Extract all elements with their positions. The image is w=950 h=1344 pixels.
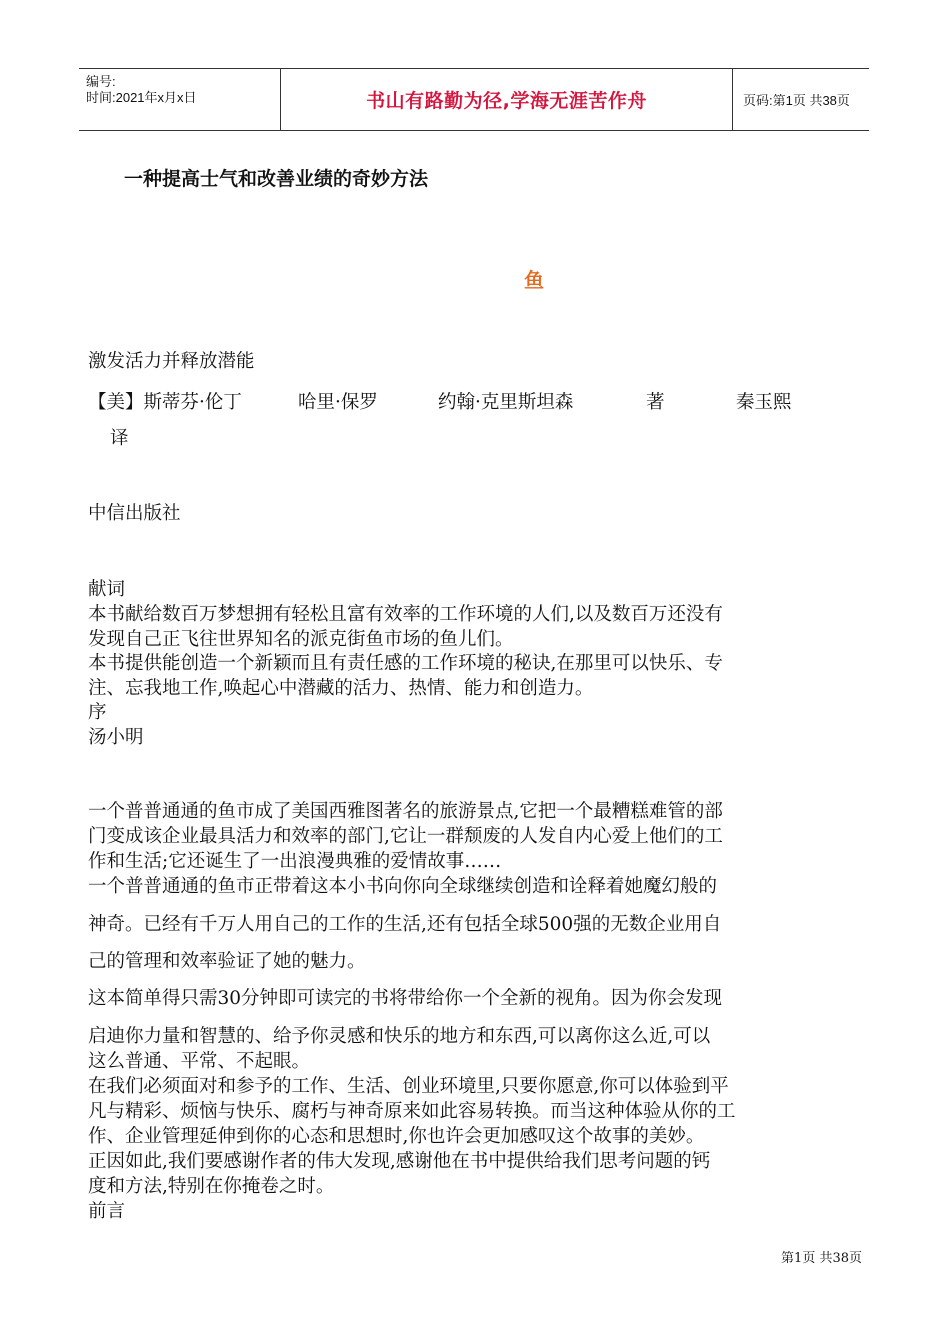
preface-author: 汤小明 [88, 727, 144, 748]
preface-line: 凡与精彩、烦恼与快乐、腐朽与神奇原来如此容易转换。而当这种体验从你的工 [88, 1101, 736, 1122]
dedication-line: 本书提供能创造一个新颖而且有责任感的工作环境的秘诀,在那里可以快乐、专 [88, 653, 723, 674]
document-subtitle: 一种提高士气和改善业绩的奇妙方法 [124, 168, 429, 190]
preface-line: 在我们必须面对和参予的工作、生活、创业环境里,只要你愿意,你可以体验到平 [88, 1076, 729, 1097]
header-motto-cell [280, 69, 733, 130]
preface-line: 正因如此,我们要感谢作者的伟大发现,感谢他在书中提供给我们思考问题的钙 [88, 1151, 711, 1172]
preface-heading: 序 [88, 702, 107, 723]
preface-line: 启迪你力量和智慧的、给予你灵感和快乐的地方和东西,可以离你这么近,可以 [88, 1026, 711, 1047]
page-footer: 第1页 共38页 [781, 1251, 862, 1266]
dedication-heading: 献词 [88, 579, 126, 600]
authors-line [88, 391, 868, 415]
preface-line: 度和方法,特别在你掩卷之时。 [88, 1176, 335, 1197]
dedication-line: 本书献给数百万梦想拥有轻松且富有效率的工作环境的人们,以及数百万还没有 [88, 604, 723, 625]
foreword-heading: 前言 [88, 1201, 126, 1222]
preface-line: 神奇。已经有千万人用自己的工作的生活,还有包括全球500强的无数企业用自 [88, 914, 722, 935]
author-3: 约翰·克里斯坦森 [438, 392, 574, 413]
preface-line: 作和生活;它还诞生了一出浪漫典雅的爱情故事…… [88, 851, 502, 872]
serial-label: 编号: [86, 74, 116, 89]
preface-line: 己的管理和效率验证了她的魅力。 [88, 951, 366, 972]
author-2: 哈里·保罗 [298, 392, 378, 413]
translator: 秦玉熙 [736, 392, 792, 413]
preface-line: 这么普通、平常、不起眼。 [88, 1051, 311, 1072]
translator-role: 译 [110, 428, 129, 449]
preface-line: 一个普普通通的鱼市正带着这本小书向你向全球继续创造和诠释着她魔幻般的 [88, 876, 718, 897]
dedication-line: 发现自己正飞往世界知名的派克街鱼市场的鱼儿们。 [88, 629, 514, 650]
date-line: 时间:2021年x月x日 [86, 90, 197, 105]
preface-line: 一个普普通通的鱼市成了美国西雅图著名的旅游景点,它把一个最糟糕难管的部 [88, 801, 723, 822]
document-title: 鱼 [524, 268, 544, 292]
motto: 书山有路勤为径,学海无涯苦作舟 [366, 90, 647, 112]
page-header [79, 68, 869, 131]
publisher: 中信出版社 [88, 503, 181, 524]
dedication-line: 注、忘我地工作,唤起心中潜藏的活力、热情、能力和创造力。 [88, 678, 594, 699]
author-role: 著 [646, 392, 665, 413]
preface-line: 作、企业管理延伸到你的心态和思想时,你也许会更加感叹这个故事的美妙。 [88, 1126, 705, 1147]
header-page-info: 页码:第1页 共38页 [743, 93, 850, 108]
header-meta [79, 69, 280, 130]
author-1: 【美】斯蒂芬·伦丁 [88, 392, 242, 413]
preface-line: 门变成该企业最具活力和效率的部门,它让一群颓废的人发自内心爱上他们的工 [88, 826, 723, 847]
tagline: 激发活力并释放潜能 [88, 351, 255, 372]
preface-line: 这本简单得只需30分钟即可读完的书将带给你一个全新的视角。因为你会发现 [88, 988, 723, 1009]
